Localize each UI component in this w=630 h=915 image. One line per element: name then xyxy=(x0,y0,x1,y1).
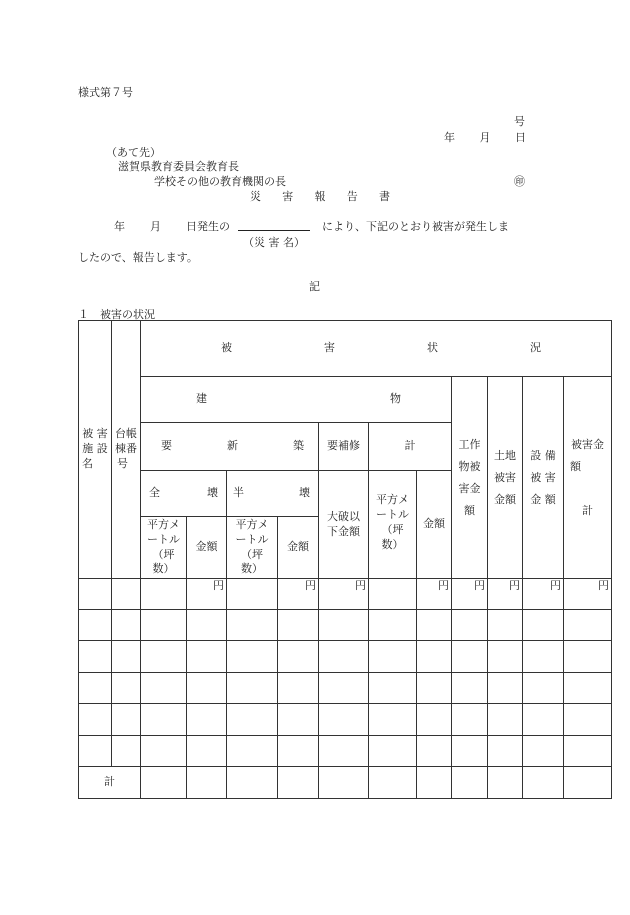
header-full-collapse: 全 壊 xyxy=(141,471,227,517)
header-half-amount: 金額 xyxy=(278,517,319,579)
table-row xyxy=(79,641,612,673)
date-year-label: 年 xyxy=(444,131,455,144)
disaster-name-label: （災 害 名） xyxy=(243,236,305,249)
yen-unit[interactable]: 円 xyxy=(488,579,523,610)
table-row xyxy=(79,736,612,767)
header-repair: 要補修 xyxy=(319,423,369,471)
ki-heading: 記 xyxy=(309,280,320,293)
header-total-damage-amount: 被害金 額 計 xyxy=(564,377,612,579)
occurrence-date: 年 月 日発生の xyxy=(114,220,230,233)
total-row-label: 計 xyxy=(79,767,141,799)
report-text: により、下記のとおり被害が発生しま xyxy=(322,220,509,233)
table-row xyxy=(79,704,612,736)
header-full-amount: 金額 xyxy=(187,517,227,579)
total-row xyxy=(79,767,612,799)
form-number: 様式第７号 xyxy=(78,86,133,99)
header-reconstruction: 要 新 築 xyxy=(141,423,319,471)
yen-unit[interactable]: 円 xyxy=(417,579,452,610)
header-total: 計 xyxy=(369,423,452,471)
date-month-label: 月 xyxy=(479,131,491,144)
header-structure-damage: 工作 物被 害金 額 xyxy=(452,377,488,579)
header-equipment-damage: 設 備 被 害 金 額 xyxy=(523,377,564,579)
yen-unit[interactable]: 円 xyxy=(452,579,488,610)
header-ledger-number: 台帳 棟番 号 xyxy=(112,321,141,579)
date-day-label: 日 xyxy=(515,131,526,144)
addressee-label: （あて先） xyxy=(106,146,161,159)
table-row xyxy=(79,579,612,610)
header-major-damage: 大破以 下金額 xyxy=(319,471,369,579)
header-land-damage: 土地 被害 金額 xyxy=(488,377,523,579)
table-row xyxy=(79,610,612,641)
disaster-name-line xyxy=(238,230,310,231)
yen-unit[interactable]: 円 xyxy=(278,579,319,610)
yen-unit[interactable]: 円 xyxy=(523,579,564,610)
submission-date xyxy=(444,129,526,145)
header-facility-name: 被 害 施 設 名 xyxy=(79,321,112,579)
yen-unit[interactable]: 円 xyxy=(319,579,369,610)
report-text-line2: したので、報告します。 xyxy=(78,251,198,264)
header-half-sqm: 平方メ ートル （坪 数） xyxy=(227,517,278,579)
header-total-amount: 金額 xyxy=(417,471,452,579)
section-title: １ 被害の状況 xyxy=(78,308,155,321)
damage-table xyxy=(78,320,612,799)
header-building: 建 物 xyxy=(141,377,452,423)
seal-mark: ㊞ xyxy=(514,175,525,188)
document-title: 災 害 報 告 書 xyxy=(250,190,390,203)
header-total-sqm: 平方メ ートル （坪 数） xyxy=(369,471,417,579)
sender: 学校その他の教育機関の長 xyxy=(154,175,286,188)
header-damage-status: 被 害 状 況 xyxy=(141,321,612,377)
table-row xyxy=(79,673,612,704)
yen-unit[interactable]: 円 xyxy=(187,579,227,610)
addressee: 滋賀県教育委員会教育長 xyxy=(118,160,239,173)
header-full-sqm: 平方メ ートル （坪 数） xyxy=(141,517,187,579)
yen-unit[interactable]: 円 xyxy=(564,579,612,610)
document-number: 号 xyxy=(514,115,525,128)
header-half-collapse: 半 壊 xyxy=(227,471,319,517)
